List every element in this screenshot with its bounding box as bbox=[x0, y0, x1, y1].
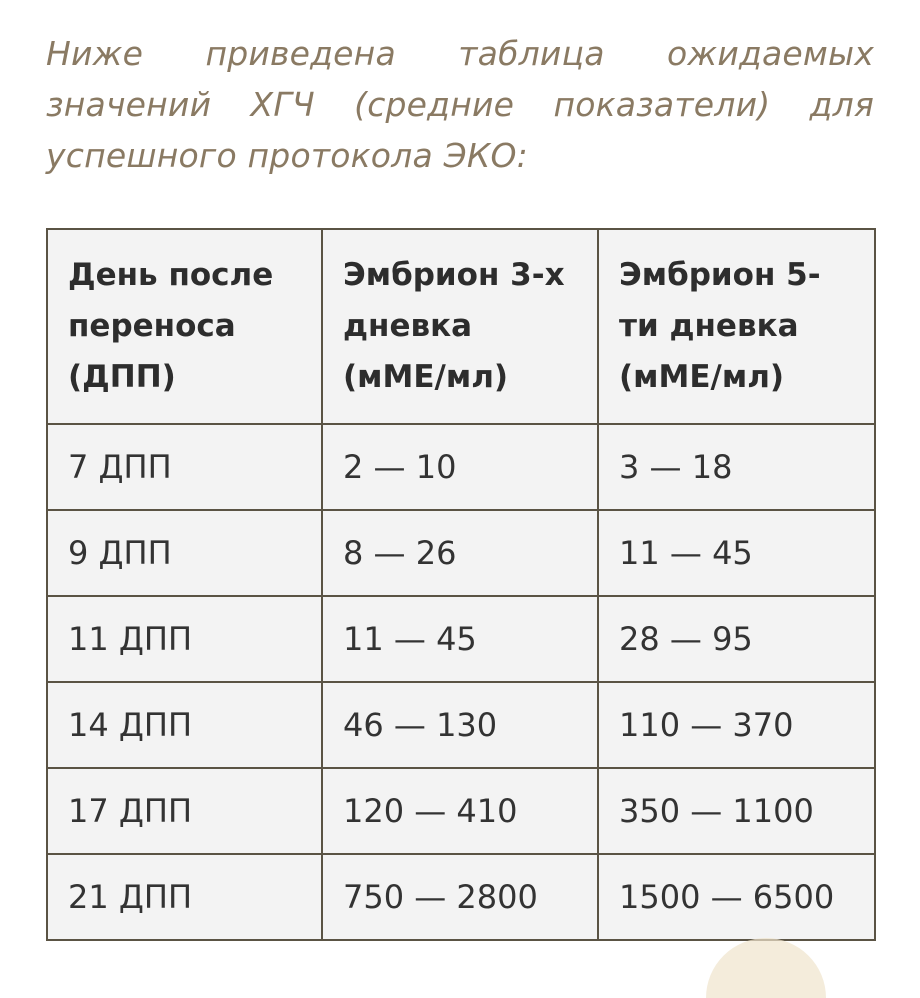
cell-day: 21 ДПП bbox=[47, 854, 322, 940]
cell-day3-value: 120 — 410 bbox=[322, 768, 598, 854]
header-embryo-day5: Эмбрион 5-ти дневка (мМЕ/мл) bbox=[598, 229, 875, 424]
cell-day: 7 ДПП bbox=[47, 424, 322, 510]
cell-day3-value: 11 — 45 bbox=[322, 596, 598, 682]
cell-day5-value: 350 — 1100 bbox=[598, 768, 875, 854]
table-row bbox=[47, 768, 875, 854]
table-row bbox=[47, 682, 875, 768]
hcg-table bbox=[46, 228, 876, 941]
cell-day5-value: 3 — 18 bbox=[598, 424, 875, 510]
decorative-shape bbox=[706, 938, 826, 998]
cell-day5-value: 1500 — 6500 bbox=[598, 854, 875, 940]
cell-day: 11 ДПП bbox=[47, 596, 322, 682]
cell-day: 14 ДПП bbox=[47, 682, 322, 768]
cell-day3-value: 2 — 10 bbox=[322, 424, 598, 510]
table-row bbox=[47, 854, 875, 940]
table-row bbox=[47, 510, 875, 596]
cell-day3-value: 750 — 2800 bbox=[322, 854, 598, 940]
header-day-after-transfer: День после переноса (ДПП) bbox=[47, 229, 322, 424]
cell-day5-value: 11 — 45 bbox=[598, 510, 875, 596]
cell-day5-value: 28 — 95 bbox=[598, 596, 875, 682]
table-row bbox=[47, 596, 875, 682]
cell-day3-value: 8 — 26 bbox=[322, 510, 598, 596]
cell-day3-value: 46 — 130 bbox=[322, 682, 598, 768]
table-row bbox=[47, 424, 875, 510]
cell-day: 17 ДПП bbox=[47, 768, 322, 854]
hcg-table-container bbox=[46, 228, 874, 941]
cell-day5-value: 110 — 370 bbox=[598, 682, 875, 768]
intro-paragraph: Ниже приведена таблица ожидаемых значений ХГЧ (средние показатели) для успешного протокола ЭКО: bbox=[46, 34, 874, 175]
cell-day: 9 ДПП bbox=[47, 510, 322, 596]
table-header-row bbox=[47, 229, 875, 424]
header-embryo-day3: Эмбрион 3-х дневка (мМЕ/мл) bbox=[322, 229, 598, 424]
